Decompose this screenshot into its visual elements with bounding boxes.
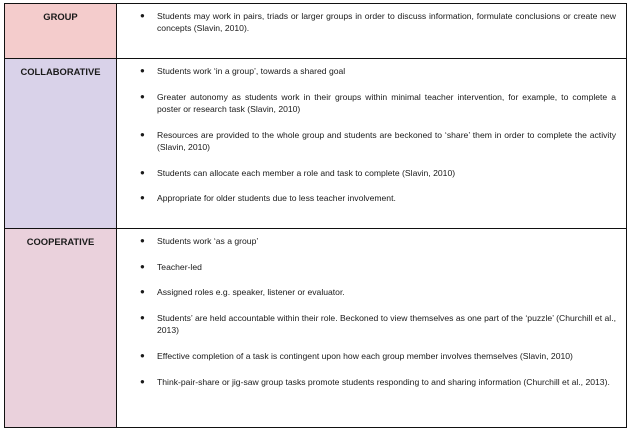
cooperative-label-cell: [5, 229, 117, 428]
group-content-cell: [117, 4, 627, 59]
bullet-icon: ●: [140, 261, 145, 271]
list-item-text: Think-pair-share or jig-saw group tasks promote students responding to and sharing information (Churchill et al., 2013).: [157, 376, 610, 387]
list-item-text: Students may work in pairs, triads or larger groups in order to discuss information, formulate conclusions or create new concepts (Slavin, 2010).: [157, 11, 616, 34]
collaborative-label-cell: [5, 59, 117, 229]
list-item-text: Resources are provided to the whole group and students are beckoned to ‘share’ them in order to complete the activity (Slavin, 2010): [157, 129, 616, 152]
list-item: [117, 286, 616, 298]
bullet-list: [117, 10, 616, 34]
list-item: [117, 167, 616, 179]
list-item-text: Appropriate for older students due to less teacher involvement.: [157, 193, 396, 204]
bullet-list: [117, 65, 616, 204]
list-item-text: Students’ are held accountable within their role. Beckoned to view themselves as one part of the ‘puzzle’ (Churchill et al., 2013): [157, 313, 616, 336]
list-item: [117, 192, 616, 204]
bullet-icon: ●: [140, 91, 145, 101]
list-item-text: Students can allocate each member a role and task to complete (Slavin, 2010): [157, 167, 456, 178]
list-item: [117, 312, 616, 336]
list-item: [117, 350, 616, 362]
list-item-text: Teacher-led: [157, 261, 202, 272]
bullet-icon: ●: [140, 66, 145, 75]
comparison-table: [4, 3, 627, 428]
row-label: COOPERATIVE: [26, 236, 95, 247]
list-item-text: Students work ‘in a group’, towards a shared goal: [157, 66, 346, 76]
bullet-icon: ●: [140, 11, 145, 20]
bullet-icon: ●: [140, 193, 145, 203]
list-item-text: Effective completion of a task is contingent upon how each group member involves themselves (Slavin, 2010): [157, 351, 573, 362]
bullet-icon: ●: [140, 129, 145, 139]
list-item: [117, 129, 616, 153]
bullet-icon: ●: [140, 313, 145, 323]
bullet-icon: ●: [140, 351, 145, 361]
list-item-text: Students work ‘as a group’: [157, 236, 259, 246]
bullet-list: [117, 235, 616, 388]
table-row-cooperative: [5, 229, 627, 428]
list-item: [117, 376, 616, 388]
bullet-icon: ●: [140, 167, 145, 177]
list-item: [117, 235, 616, 247]
list-item: [117, 91, 616, 115]
list-item-text: Greater autonomy as students work in their groups within minimal teacher intervention, for example, to complete a poster or research task (Slavin, 2010): [157, 91, 616, 114]
row-label: COLLABORATIVE: [20, 66, 101, 77]
bullet-icon: ●: [140, 236, 145, 245]
list-item-text: Assigned roles e.g. speaker, listener or evaluator.: [157, 287, 345, 298]
bullet-icon: ●: [140, 376, 145, 386]
table-row-group: [5, 4, 627, 59]
list-item: [117, 65, 616, 77]
collaborative-content-cell: [117, 59, 627, 229]
cooperative-content-cell: [117, 229, 627, 428]
list-item: [117, 10, 616, 34]
table-row-collaborative: [5, 59, 627, 229]
row-label: GROUP: [43, 11, 78, 22]
list-item: [117, 261, 616, 273]
bullet-icon: ●: [140, 287, 145, 297]
group-label-cell: [5, 4, 117, 59]
